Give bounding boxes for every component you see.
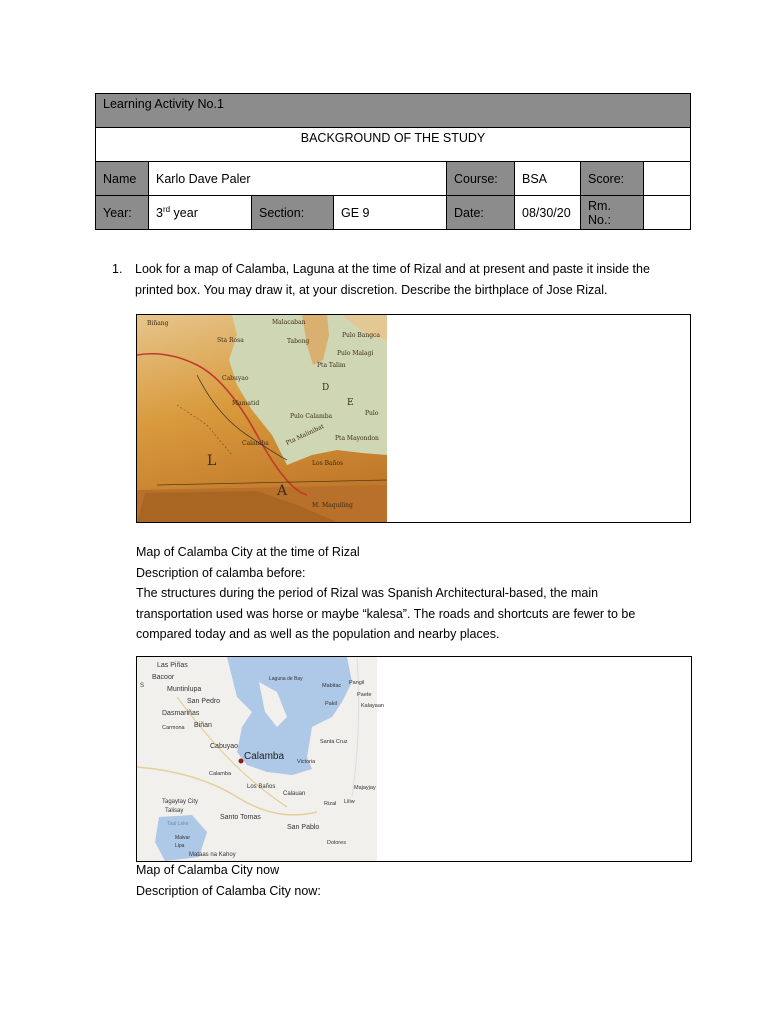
old-map-label: Pulo bbox=[365, 410, 379, 417]
new-map-box bbox=[136, 656, 692, 862]
new-map-label: Pangil bbox=[349, 680, 365, 686]
section2-desc-label: Description of Calamba City now: bbox=[136, 883, 321, 898]
activity-header-table bbox=[95, 93, 691, 230]
score-value bbox=[644, 162, 691, 196]
room-value bbox=[644, 196, 691, 230]
study-title: BACKGROUND OF THE STUDY bbox=[96, 128, 691, 162]
section2-text bbox=[136, 860, 676, 901]
new-map-label: San Pedro bbox=[187, 698, 221, 705]
section1-desc-label: Description of calamba before: bbox=[136, 565, 306, 580]
name-label: Name bbox=[96, 162, 149, 196]
old-map-label: Mamatid bbox=[232, 400, 260, 407]
new-map-image bbox=[137, 657, 384, 861]
old-map-label: A bbox=[277, 483, 288, 499]
section-value: GE 9 bbox=[334, 196, 447, 230]
old-map-label: Pulo Malagi bbox=[337, 350, 374, 357]
old-map-label: Los Baños bbox=[312, 460, 344, 467]
year-label: Year: bbox=[96, 196, 149, 230]
new-map-label: Los Baños bbox=[247, 784, 276, 790]
old-map-label: Pulo Bangca bbox=[342, 332, 380, 339]
old-map-box bbox=[136, 314, 691, 523]
new-map-label: Victoria bbox=[297, 759, 316, 765]
room-label: Rm. No.: bbox=[581, 196, 644, 230]
old-map-label: E bbox=[347, 398, 354, 408]
old-map-label: L bbox=[207, 453, 217, 469]
new-map-label: Dolores bbox=[327, 840, 346, 846]
old-map-label: Pta Talim bbox=[317, 362, 346, 369]
new-map-label: Kalayaan bbox=[361, 703, 384, 709]
new-map-label: Talisay bbox=[165, 808, 184, 814]
new-map-label: San Pablo bbox=[287, 824, 320, 831]
new-map-label: Mataas na Kahoy bbox=[189, 852, 236, 858]
old-map-label: Calamba bbox=[242, 440, 269, 447]
year-value: 3rd year bbox=[149, 196, 252, 230]
new-map-label: Lipa bbox=[175, 843, 185, 849]
new-map-label: Rizal bbox=[324, 801, 337, 807]
new-map-label: Mabitac bbox=[322, 683, 342, 689]
date-value: 08/30/20 bbox=[515, 196, 581, 230]
old-map-label: Biñang bbox=[147, 320, 169, 327]
name-value: Karlo Dave Paler bbox=[149, 162, 447, 196]
new-map-label: Las Piñas bbox=[157, 662, 188, 669]
new-map-label: Liliw bbox=[344, 799, 355, 805]
new-map-label: Carmona bbox=[162, 725, 185, 731]
section1-desc-text: The structures during the period of Rizal was Spanish Architectural-based, the main transportation used was horse or maybe “kalesa”. The roads and shortcuts are fewer to be compared today and as well as the population and nearby places. bbox=[136, 586, 636, 641]
date-label: Date: bbox=[447, 196, 515, 230]
new-map-label: Biñan bbox=[194, 722, 212, 729]
section-label: Section: bbox=[252, 196, 334, 230]
course-value: BSA bbox=[515, 162, 581, 196]
section1-text bbox=[136, 542, 676, 645]
new-map-label: Pakil bbox=[325, 701, 337, 707]
instruction-item bbox=[112, 259, 672, 301]
new-map-label: Bacoor bbox=[152, 674, 175, 681]
old-map-label: Pulo Calamba bbox=[290, 413, 333, 420]
old-map-svg bbox=[137, 315, 387, 522]
new-map-label: Dasmariñas bbox=[162, 710, 200, 717]
new-map-label: Tagaytay City bbox=[162, 799, 199, 805]
old-map-label: Pta Malinibat bbox=[284, 423, 326, 447]
instruction-text: Look for a map of Calamba, Laguna at the time of Rizal and at present and paste it inside the printed box. You may draw it, at your discretion. Describe the birthplace of Jose Rizal. bbox=[135, 262, 650, 297]
old-map-label: D bbox=[322, 383, 330, 393]
old-map-label: Malacaban bbox=[272, 319, 306, 326]
new-map-label: Calauan bbox=[283, 791, 306, 797]
section1-caption: Map of Calamba City at the time of Rizal bbox=[136, 545, 360, 559]
new-map-label: Taal Lake bbox=[167, 821, 189, 827]
score-label: Score: bbox=[581, 162, 644, 196]
old-map-image bbox=[137, 315, 387, 522]
instruction-number: 1. bbox=[112, 262, 123, 276]
old-map-label: Pta Mayondon bbox=[335, 435, 379, 442]
new-map-label: Calamba bbox=[244, 751, 285, 762]
old-map-label: Cabuyao bbox=[222, 375, 249, 382]
new-map-label: Malvar bbox=[175, 835, 191, 841]
new-map-svg bbox=[137, 657, 384, 861]
new-map-label: Paete bbox=[357, 692, 372, 698]
new-map-label: Muntinlupa bbox=[167, 686, 202, 693]
new-map-label: Calamba bbox=[209, 771, 232, 777]
new-map-label: Santa Cruz bbox=[320, 739, 348, 745]
new-map-label: S bbox=[140, 683, 145, 689]
old-map-label: M. Maquiling bbox=[312, 502, 353, 509]
new-map-label: Majayjay bbox=[354, 785, 376, 791]
new-map-label: Santo Tomas bbox=[220, 814, 261, 821]
activity-title: Learning Activity No.1 bbox=[96, 94, 691, 128]
old-map-label: Sta Rosa bbox=[217, 337, 244, 344]
old-map-label: Tabong bbox=[287, 338, 310, 345]
new-map-label: Laguna de Bay bbox=[269, 676, 303, 682]
new-map-label: Cabuyao bbox=[210, 743, 239, 750]
course-label: Course: bbox=[447, 162, 515, 196]
section2-caption: Map of Calamba City now bbox=[136, 863, 280, 877]
